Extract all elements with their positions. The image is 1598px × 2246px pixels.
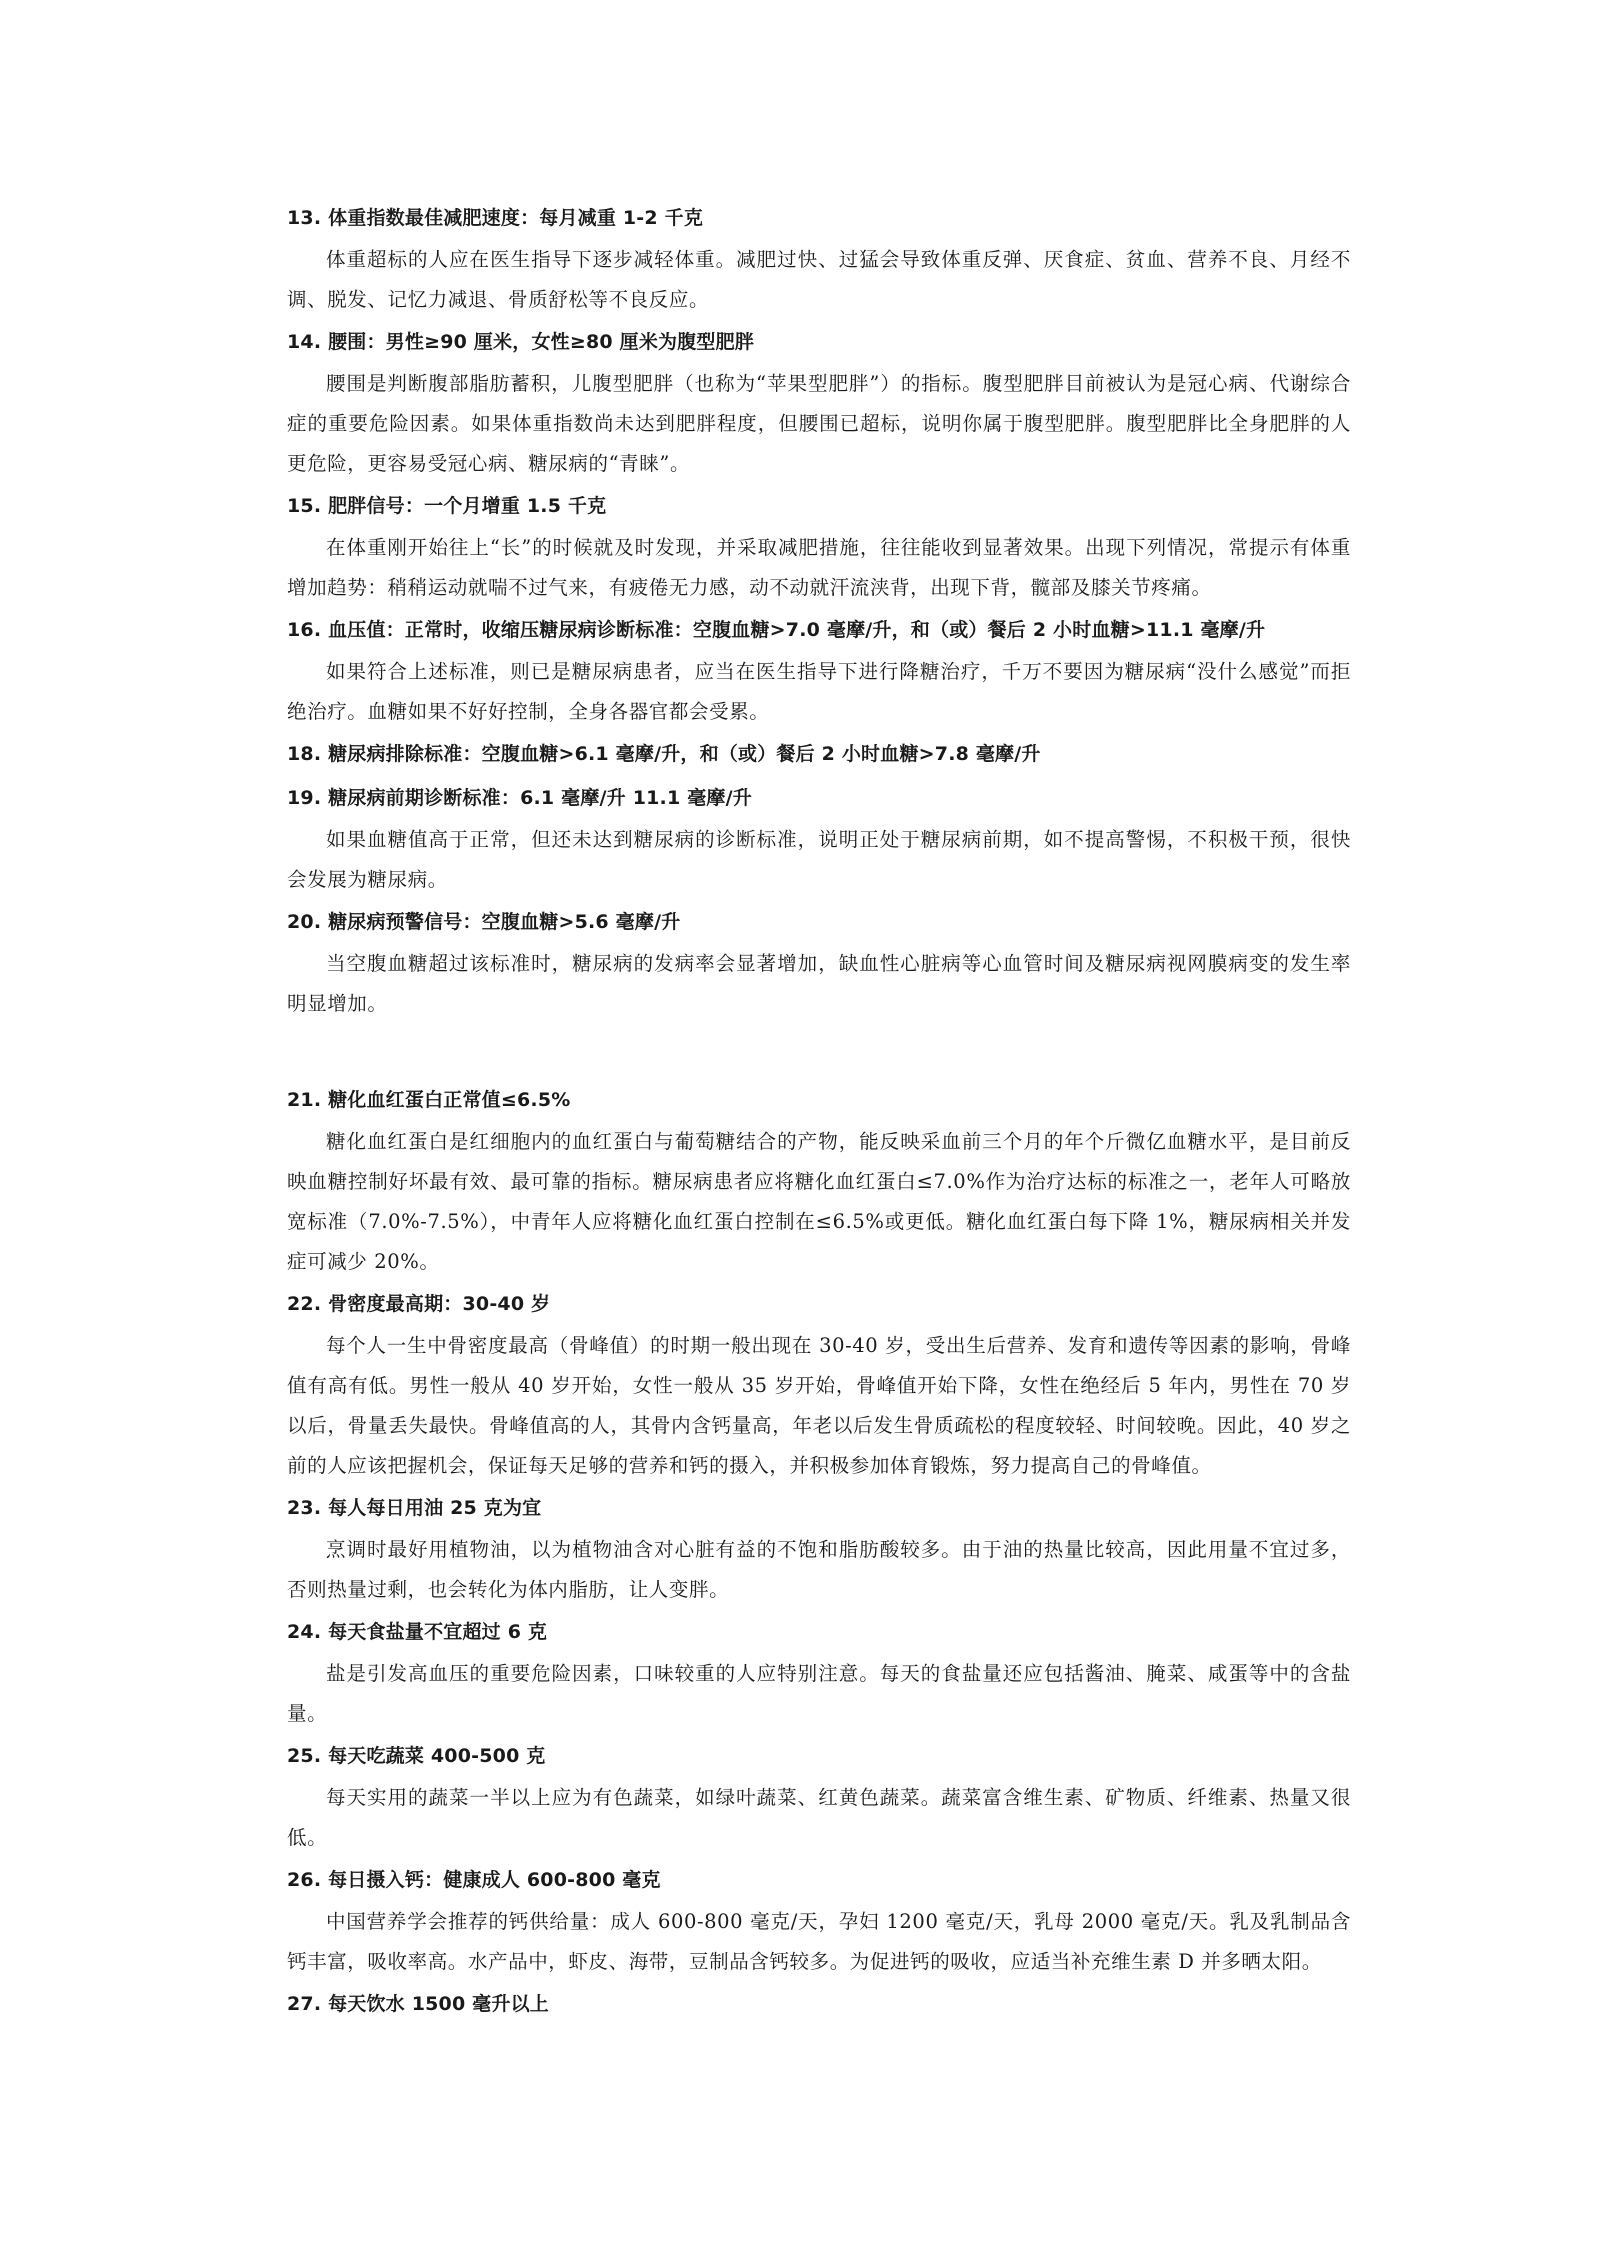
section-heading: 19. 糖尿病前期诊断标准：6.1 毫摩/升 11.1 毫摩/升	[287, 787, 752, 809]
section-paragraph: 腰围是判断腹部脂肪蓄积，儿腹型肥胖（也称为“苹果型肥胖”）的指标。腹型肥胖目前被认为是冠心病、代谢综合症的重要危险因素。如果体重指数尚未达到肥胖程度，但腰围已超标，说明你属于腹型肥胖。腹型肥胖比全身肥胖的人更危险，更容易受冠心病、糖尿病的“青睐”。	[287, 372, 1351, 475]
section-paragraph: 如果符合上述标准，则已是糖尿病患者，应当在医生指导下进行降糖治疗，千万不要因为糖尿病“没什么感觉”而拒绝治疗。血糖如果不好好控制，全身各器官都会受累。	[287, 660, 1351, 723]
section-paragraph: 如果血糖值高于正常，但还未达到糖尿病的诊断标准，说明正处于糖尿病前期，如不提高警惕，不积极干预，很快会发展为糖尿病。	[287, 828, 1351, 891]
section-paragraph: 体重超标的人应在医生指导下逐步减轻体重。减肥过快、过猛会导致体重反弹、厌食症、贫血、营养不良、月经不调、脱发、记忆力减退、骨质舒松等不良反应。	[287, 248, 1351, 311]
section-heading: 24. 每天食盐量不宜超过 6 克	[287, 1621, 548, 1643]
section-heading: 18. 糖尿病排除标准：空腹血糖>6.1 毫摩/升，和（或）餐后 2 小时血糖>7.8 毫摩/升	[287, 743, 1041, 765]
section-heading: 21. 糖化血红蛋白正常值≤6.5%	[287, 1089, 571, 1111]
section-paragraph: 糖化血红蛋白是红细胞内的血红蛋白与葡萄糖结合的产物，能反映采血前三个月的年个斤微亿血糖水平，是目前反映血糖控制好坏最有效、最可靠的指标。糖尿病患者应将糖化血红蛋白≤7.0%作为治疗达标的标准之一，老年人可略放宽标准（7.0%-7.5%），中青年人应将糖化血红蛋白控制在≤6.5%或更低。糖化血红蛋白每下降 1%，糖尿病相关并发症可减少 20%。	[287, 1130, 1351, 1273]
section-paragraph: 烹调时最好用植物油，以为植物油含对心脏有益的不饱和脂肪酸较多。由于油的热量比较高，因此用量不宜过多，否则热量过剩，也会转化为体内脂肪，让人变胖。	[287, 1538, 1351, 1601]
section-heading: 23. 每人每日用油 25 克为宜	[287, 1497, 542, 1519]
section-paragraph: 每个人一生中骨密度最高（骨峰值）的时期一般出现在 30-40 岁，受出生后营养、发育和遗传等因素的影响，骨峰值有高有低。男性一般从 40 岁开始，女性一般从 35 岁开始，骨峰值开始下降，女性在绝经后 5 年内，男性在 70 岁以后，骨量丢失最快。骨峰值高的人，其骨内含钙量高，年老以后发生骨质疏松的程度较轻、时间较晚。因此，40 岁之前的人应该把握机会，保证每天足够的营养和钙的摄入，并积极参加体育锻炼，努力提高自己的骨峰值。	[287, 1334, 1351, 1477]
blank-gap	[287, 1024, 1351, 1078]
section-heading: 14. 腰围：男性≥90 厘米，女性≥80 厘米为腹型肥胖	[287, 331, 755, 353]
section-paragraph: 在体重刚开始往上“长”的时候就及时发现，并采取减肥措施，往往能收到显著效果。出现下列情况，常提示有体重增加趋势：稍稍运动就喘不过气来，有疲倦无力感，动不动就汗流浃背，出现下背，髋部及膝关节疼痛。	[287, 536, 1351, 599]
document-page	[287, 196, 1351, 2026]
section-paragraph: 每天实用的蔬菜一半以上应为有色蔬菜，如绿叶蔬菜、红黄色蔬菜。蔬菜富含维生素、矿物质、纤维素、热量又很低。	[287, 1786, 1351, 1849]
section-paragraph: 盐是引发高血压的重要危险因素，口味较重的人应特别注意。每天的食盐量还应包括酱油、腌菜、咸蛋等中的含盐量。	[287, 1662, 1351, 1725]
section-heading: 26. 每日摄入钙：健康成人 600-800 毫克	[287, 1869, 661, 1891]
section-heading: 13. 体重指数最佳减肥速度：每月减重 1-2 千克	[287, 207, 704, 229]
section-heading: 27. 每天饮水 1500 毫升以上	[287, 1993, 549, 2015]
section-heading: 20. 糖尿病预警信号：空腹血糖>5.6 毫摩/升	[287, 911, 681, 933]
section-heading: 22. 骨密度最高期：30-40 岁	[287, 1293, 551, 1315]
section-paragraph: 当空腹血糖超过该标准时，糖尿病的发病率会显著增加，缺血性心脏病等心血管时间及糖尿病视网膜病变的发生率明显增加。	[287, 952, 1351, 1015]
section-heading: 25. 每天吃蔬菜 400-500 克	[287, 1745, 546, 1767]
section-paragraph: 中国营养学会推荐的钙供给量：成人 600-800 毫克/天，孕妇 1200 毫克/天，乳母 2000 毫克/天。乳及乳制品含钙丰富，吸收率高。水产品中，虾皮、海带，豆制品含钙较多。为促进钙的吸收，应适当补充维生素 D 并多晒太阳。	[287, 1910, 1351, 1973]
section-heading: 16. 血压值：正常时，收缩压糖尿病诊断标准：空腹血糖>7.0 毫摩/升，和（或）餐后 2 小时血糖>11.1 毫摩/升	[287, 619, 1266, 641]
section-heading: 15. 肥胖信号：一个月增重 1.5 千克	[287, 495, 607, 517]
